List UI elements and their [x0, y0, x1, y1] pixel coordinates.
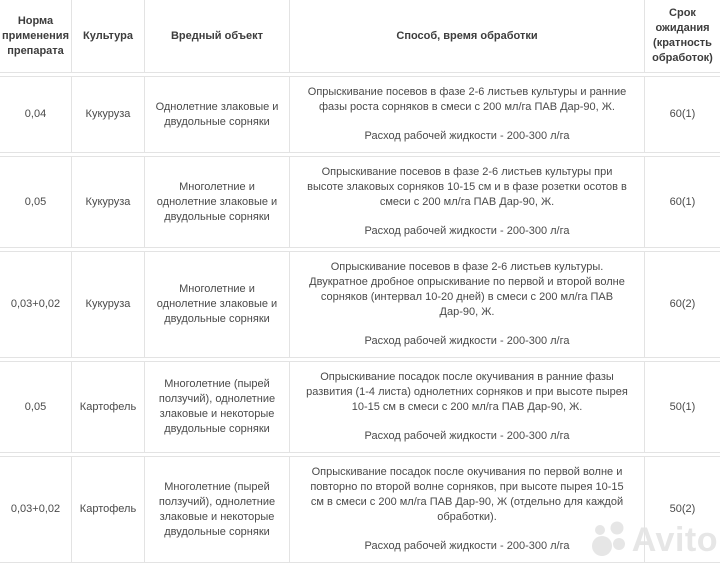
avito-watermark-text: Avito	[631, 520, 718, 559]
target-cell: Многолетние (пырей ползучий), однолетние злаковые и некоторые двудольные сорняки	[145, 456, 290, 563]
col-header-target: Вредный объект	[145, 0, 290, 73]
method-cell	[290, 456, 645, 563]
rate-cell: 0,03+0,02	[0, 251, 72, 358]
waiting-cell: 50(1)	[645, 361, 720, 453]
rate-cell: 0,05	[0, 361, 72, 453]
method-cell	[290, 156, 645, 248]
col-header-method: Способ, время обработки	[290, 0, 645, 73]
crop-cell: Картофель	[72, 456, 145, 563]
target-cell: Многолетние (пырей ползучий), однолетние злаковые и некоторые двудольные сорняки	[145, 361, 290, 453]
target-cell: Однолетние злаковые и двудольные сорняки	[145, 76, 290, 153]
col-header-waiting: Срок ожидания (кратность обработок)	[645, 0, 720, 73]
method-cell	[290, 361, 645, 453]
method-text: Опрыскивание посевов в фазе 2-6 листьев культуры при высоте злаковых сорняков 10-15 см и в фазе розетки осотов в смеси с 200 мл/га ПАВ Дар-90, Ж.	[307, 166, 627, 208]
crop-cell: Кукуруза	[72, 76, 145, 153]
consumption-text: Расход рабочей жидкости - 200-300 л/га	[364, 335, 570, 347]
table-row	[0, 361, 720, 453]
crop-cell: Кукуруза	[72, 156, 145, 248]
rate-cell: 0,05	[0, 156, 72, 248]
col-header-rate: Норма применения препарата	[0, 0, 72, 73]
method-text: Опрыскивание посадок после окучивания в ранние фазы развития (1-4 листа) однолетних сорняков и при высоте пырея 10-15 см в смеси с 200 мл/га ПАВ Дар-90, Ж.	[306, 371, 628, 413]
waiting-cell: 60(1)	[645, 156, 720, 248]
col-header-crop: Культура	[72, 0, 145, 73]
target-cell: Многолетние и однолетние злаковые и двудольные сорняки	[145, 251, 290, 358]
rate-cell: 0,04	[0, 76, 72, 153]
method-cell	[290, 76, 645, 153]
table-row	[0, 76, 720, 153]
method-cell	[290, 251, 645, 358]
crop-cell: Картофель	[72, 361, 145, 453]
waiting-cell: 60(1)	[645, 76, 720, 153]
rate-cell: 0,03+0,02	[0, 456, 72, 563]
consumption-text: Расход рабочей жидкости - 200-300 л/га	[364, 225, 570, 237]
consumption-text: Расход рабочей жидкости - 200-300 л/га	[364, 540, 570, 552]
consumption-text: Расход рабочей жидкости - 200-300 л/га	[364, 430, 570, 442]
table-row	[0, 251, 720, 358]
consumption-text: Расход рабочей жидкости - 200-300 л/га	[364, 130, 570, 142]
method-text: Опрыскивание посадок после окучивания по первой волне и повторно по второй волне сорняков, при высоте пырея 10-15 см в смеси с 200 мл/га ПАВ Дар-90, Ж (отдельно для каждой обработки).	[310, 466, 624, 523]
table-row	[0, 456, 720, 563]
waiting-cell: 60(2)	[645, 251, 720, 358]
method-text: Опрыскивание посевов в фазе 2-6 листьев культуры и ранние фазы роста сорняков в смеси с 200 мл/га ПАВ Дар-90, Ж.	[307, 86, 627, 113]
target-cell: Многолетние и однолетние злаковые и двудольные сорняки	[145, 156, 290, 248]
crop-cell: Кукуруза	[72, 251, 145, 358]
table-header-row	[0, 0, 720, 73]
method-text: Опрыскивание посевов в фазе 2-6 листьев культуры. Двукратное дробное опрыскивание по первой и второй волне сорняков (интервал 10-20 дней) в смеси с 200 мл/га ПАВ Дар-90, Ж.	[309, 261, 625, 318]
table-row	[0, 156, 720, 248]
waiting-cell: 50(2)	[645, 456, 720, 563]
